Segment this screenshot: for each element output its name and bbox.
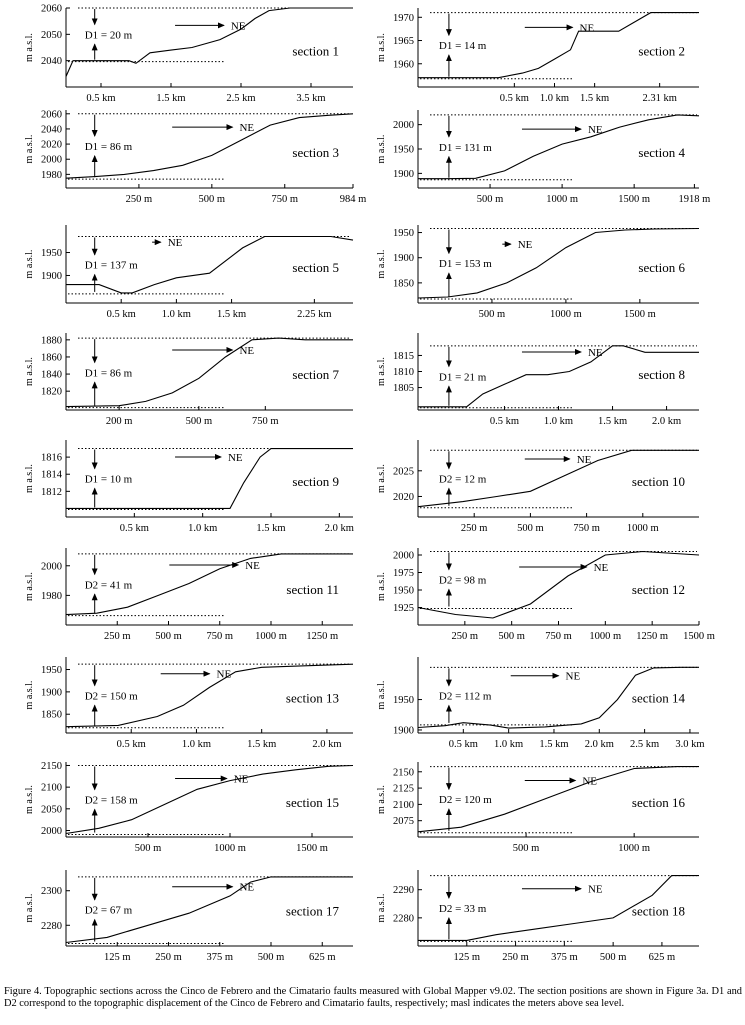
- y-tick-label: 1805: [393, 383, 414, 395]
- x-tick-label: 1.5 km: [156, 93, 186, 104]
- ne-label: NE: [582, 775, 598, 788]
- x-tick-label: 1500 m: [623, 309, 656, 320]
- y-tick-label: 1900: [41, 270, 62, 282]
- y-tick-label: 1960: [393, 59, 414, 71]
- y-tick-label: 2050: [41, 804, 62, 816]
- x-tick-label: 200 m: [105, 416, 133, 427]
- x-tick-label: 1500 m: [618, 194, 651, 205]
- panel-1: [24, 4, 353, 105]
- section-title: section 15: [285, 795, 339, 810]
- panel-11: [24, 548, 353, 642]
- section-title: section 12: [631, 582, 685, 598]
- y-axis-label: m a.s.l.: [376, 680, 387, 710]
- panel-4: [376, 110, 710, 205]
- x-tick-label: 625 m: [308, 952, 336, 963]
- x-tick-label: 0.5 km: [86, 93, 116, 104]
- offset-label: D2 = 112 m: [438, 690, 492, 703]
- ne-label: NE: [587, 124, 603, 137]
- y-tick-label: 2000: [41, 561, 62, 573]
- y-axis-label: m a.s.l.: [376, 572, 387, 601]
- section-title: section 6: [638, 259, 685, 275]
- offset-label: D2 = 158 m: [84, 794, 138, 807]
- y-tick-label: 2290: [393, 885, 414, 897]
- x-tick-label: 500 m: [512, 843, 540, 854]
- panel-12: [376, 548, 715, 642]
- x-tick-label: 1250 m: [636, 631, 669, 642]
- x-tick-label: 0.5 km: [116, 739, 146, 750]
- section-title: section 3: [292, 144, 339, 160]
- ne-label: NE: [579, 22, 595, 35]
- ne-label: NE: [227, 451, 243, 464]
- offset-label: D1 = 10 m: [84, 473, 133, 486]
- panel-7: [24, 333, 353, 427]
- y-tick-label: 2150: [393, 767, 414, 779]
- panel-15: [24, 761, 353, 854]
- y-tick-label: 1950: [41, 248, 62, 260]
- y-tick-label: 2020: [41, 139, 62, 151]
- offset-label: D1 = 131 m: [438, 141, 492, 154]
- x-tick-label: 250 m: [460, 523, 488, 534]
- y-tick-label: 2020: [393, 491, 414, 503]
- x-tick-label: 0.5 km: [448, 739, 478, 750]
- y-tick-label: 1820: [41, 386, 62, 398]
- y-axis-label: m a.s.l.: [376, 464, 387, 493]
- y-tick-label: 1850: [41, 709, 62, 721]
- y-axis-label: m a.s.l.: [24, 134, 35, 164]
- x-tick-label: 1500 m: [296, 843, 328, 854]
- section-title: section 17: [285, 903, 339, 919]
- panel-16: [376, 762, 699, 854]
- y-tick-label: 1965: [393, 36, 414, 48]
- offset-label: D1 = 86 m: [84, 140, 133, 153]
- x-tick-label: 3.5 km: [296, 93, 326, 104]
- panel-9: [24, 440, 354, 534]
- ne-label: NE: [587, 346, 603, 359]
- y-tick-label: 1950: [393, 585, 414, 597]
- y-tick-label: 1815: [393, 350, 414, 362]
- x-tick-label: 125 m: [453, 952, 481, 963]
- x-tick-label: 1000 m: [618, 843, 651, 854]
- x-tick-label: 0.5 km: [119, 523, 149, 534]
- panel-2: [376, 8, 699, 104]
- y-tick-label: 1950: [41, 665, 62, 677]
- section-title: section 14: [631, 690, 685, 706]
- y-tick-label: 2000: [41, 825, 62, 837]
- x-tick-label: 500 m: [134, 843, 162, 854]
- x-tick-label: 500 m: [185, 416, 213, 427]
- x-tick-label: 1.5 km: [247, 739, 277, 750]
- ne-label: NE: [239, 881, 255, 894]
- ne-label: NE: [239, 344, 255, 357]
- y-tick-label: 2100: [393, 799, 414, 811]
- x-tick-label: 1.5 km: [216, 309, 247, 320]
- x-tick-label: 500 m: [498, 631, 525, 642]
- figure-caption: Figure 4. Topographic sections across the Cinco de Febrero and the Cimatario faults measured with Global Mapper v9.02. The section positions are shown in Figure 3a. D1 and D2 correspond to the topographic displacement of the Cinco de Febrero and Cimatario faults, respectively; masl indicates the meters above sea level.: [4, 986, 742, 1009]
- y-tick-label: 1814: [41, 469, 62, 481]
- panel-8: [376, 333, 699, 427]
- ne-label: NE: [216, 668, 232, 681]
- y-axis-label: m a.s.l.: [376, 357, 387, 386]
- offset-label: D2 = 98 m: [438, 574, 487, 587]
- offset-label: D2 = 41 m: [84, 579, 133, 592]
- y-tick-label: 1950: [393, 228, 414, 240]
- y-tick-label: 1900: [393, 253, 414, 265]
- x-tick-label: 0.5 km: [499, 93, 529, 104]
- panel-13: [24, 657, 353, 750]
- y-tick-label: 1900: [393, 725, 414, 737]
- x-tick-label: 1.5 km: [580, 93, 610, 104]
- x-tick-label: 625 m: [648, 952, 676, 963]
- x-tick-label: 500 m: [257, 952, 285, 963]
- y-tick-label: 2075: [393, 816, 414, 828]
- offset-label: D1 = 20 m: [84, 29, 133, 42]
- x-tick-label: 1250 m: [306, 631, 339, 642]
- section-title: section 8: [638, 367, 685, 383]
- offset-label: D1 = 137 m: [84, 259, 138, 272]
- y-tick-label: 2125: [393, 783, 414, 795]
- x-tick-label: 500 m: [476, 194, 504, 205]
- y-tick-label: 1980: [41, 590, 62, 602]
- x-tick-label: 1.0 km: [543, 416, 574, 427]
- section-title: section 10: [631, 474, 685, 490]
- x-tick-label: 500 m: [478, 309, 506, 320]
- panel-18: [376, 870, 699, 963]
- x-tick-label: 0.5 km: [489, 416, 520, 427]
- y-tick-label: 2000: [393, 550, 414, 562]
- x-tick-label: 250 m: [502, 952, 529, 963]
- offset-label: D1 = 21 m: [438, 371, 487, 384]
- x-tick-label: 1.0 km: [188, 523, 218, 534]
- x-tick-label: 250 m: [451, 631, 479, 642]
- x-tick-label: 1918 m: [678, 194, 711, 205]
- y-tick-label: 1900: [41, 687, 62, 699]
- x-tick-label: 750 m: [573, 523, 600, 534]
- y-tick-label: 1816: [41, 452, 62, 464]
- ne-label: NE: [587, 883, 603, 896]
- ne-label: NE: [517, 239, 533, 252]
- y-tick-label: 2280: [41, 920, 62, 932]
- offset-label: D2 = 12 m: [438, 473, 487, 486]
- offset-label: D2 = 150 m: [84, 690, 138, 703]
- section-title: section 16: [631, 795, 685, 810]
- y-tick-label: 2050: [41, 29, 62, 41]
- y-axis-label: m a.s.l.: [24, 893, 35, 923]
- section-title: section 18: [631, 903, 685, 919]
- x-tick-label: 3.0 km: [675, 739, 705, 750]
- ne-label: NE: [576, 453, 592, 466]
- section-title: section 1: [292, 43, 339, 59]
- x-tick-label: 1000 m: [214, 843, 246, 854]
- x-tick-label: 1000 m: [589, 631, 622, 642]
- x-tick-label: 250 m: [125, 194, 153, 205]
- x-tick-label: 250 m: [155, 952, 182, 963]
- section-title: section 7: [292, 367, 339, 383]
- panel-5: [24, 225, 353, 320]
- y-axis-label: m a.s.l.: [376, 134, 387, 164]
- offset-label: D1 = 86 m: [84, 367, 133, 380]
- x-tick-label: 125 m: [103, 952, 131, 963]
- y-tick-label: 1880: [41, 335, 62, 347]
- x-tick-label: 2.5 km: [630, 739, 660, 750]
- x-tick-label: 2.0 km: [651, 416, 682, 427]
- x-tick-label: 1000 m: [255, 631, 287, 642]
- y-axis-label: m a.s.l.: [376, 249, 387, 279]
- x-tick-label: 1.0 km: [181, 739, 212, 750]
- x-tick-label: 1000 m: [546, 194, 579, 205]
- x-tick-label: 250 m: [103, 631, 131, 642]
- y-tick-label: 2300: [41, 886, 62, 898]
- x-tick-label: 1000 m: [549, 309, 582, 320]
- y-axis-label: m a.s.l.: [376, 33, 387, 62]
- x-tick-label: 1.0 km: [161, 309, 191, 320]
- y-axis-label: m a.s.l.: [24, 464, 35, 493]
- ne-label: NE: [233, 773, 249, 786]
- y-axis-label: m a.s.l.: [24, 33, 35, 62]
- offset-label: D2 = 33 m: [438, 903, 487, 915]
- y-tick-label: 1810: [393, 367, 414, 378]
- y-tick-label: 2040: [41, 124, 62, 136]
- y-axis-label: m a.s.l.: [376, 785, 387, 814]
- x-tick-label: 750 m: [271, 194, 299, 205]
- section-title: section 2: [638, 43, 685, 59]
- ne-label: NE: [245, 559, 260, 572]
- x-tick-label: 1000 m: [626, 523, 659, 534]
- y-tick-label: 1975: [393, 568, 414, 579]
- y-tick-label: 2025: [393, 466, 414, 478]
- y-tick-label: 2040: [41, 56, 62, 68]
- x-tick-label: 1.5 km: [539, 739, 569, 750]
- x-tick-label: 0.5 km: [106, 309, 136, 320]
- panel-6: [376, 225, 699, 320]
- panel-10: [376, 440, 699, 534]
- y-tick-label: 2060: [41, 109, 62, 121]
- section-title: section 5: [292, 259, 339, 275]
- x-tick-label: 750 m: [206, 631, 234, 642]
- x-tick-label: 2.0 km: [324, 523, 354, 534]
- x-tick-label: 2.0 km: [584, 739, 614, 750]
- x-tick-label: 750 m: [545, 631, 572, 642]
- y-tick-label: 1900: [393, 168, 414, 180]
- ne-label: NE: [239, 122, 255, 135]
- y-tick-label: 2100: [41, 782, 62, 794]
- section-title: section 13: [285, 690, 339, 706]
- y-tick-label: 2060: [41, 3, 62, 15]
- y-tick-label: 2000: [41, 154, 62, 166]
- y-tick-label: 1812: [41, 486, 62, 498]
- offset-label: D1 = 14 m: [438, 40, 487, 53]
- offset-label: D2 = 120 m: [438, 794, 492, 807]
- x-tick-label: 375 m: [206, 952, 234, 963]
- x-tick-label: 500 m: [517, 523, 544, 534]
- y-tick-label: 1950: [393, 144, 414, 156]
- x-tick-label: 500 m: [599, 952, 627, 963]
- x-tick-label: 375 m: [551, 952, 578, 963]
- ne-label: NE: [593, 561, 609, 574]
- y-axis-label: m a.s.l.: [24, 249, 35, 279]
- y-tick-label: 2280: [393, 913, 414, 925]
- x-tick-label: 500 m: [198, 194, 226, 205]
- ne-label: NE: [565, 670, 581, 683]
- x-tick-label: 750 m: [252, 416, 279, 427]
- profile-line: [66, 8, 353, 77]
- y-axis-label: m a.s.l.: [24, 357, 35, 386]
- y-tick-label: 1850: [393, 278, 414, 290]
- x-tick-label: 2.0 km: [312, 739, 342, 750]
- y-tick-label: 1970: [393, 12, 414, 24]
- ne-label: NE: [230, 20, 246, 33]
- x-tick-label: 1.0 km: [494, 739, 524, 750]
- x-tick-label: 2.5 km: [226, 93, 256, 104]
- ne-label: NE: [167, 237, 183, 250]
- offset-label: D1 = 153 m: [438, 258, 492, 271]
- x-tick-label: 2.25 km: [297, 309, 332, 320]
- x-tick-label: 1.5 km: [597, 416, 628, 427]
- offset-label: D2 = 67 m: [84, 904, 133, 917]
- section-title: section 11: [286, 582, 339, 598]
- section-title: section 4: [638, 144, 685, 160]
- y-axis-label: m a.s.l.: [376, 893, 387, 923]
- y-tick-label: 1980: [41, 169, 62, 181]
- y-tick-label: 1925: [393, 603, 414, 614]
- y-tick-label: 2000: [393, 120, 414, 132]
- x-tick-label: 1.0 km: [539, 93, 570, 104]
- section-title: section 9: [292, 474, 339, 490]
- y-axis-label: m a.s.l.: [24, 572, 35, 601]
- panel-14: [376, 657, 705, 750]
- y-tick-label: 1840: [41, 369, 62, 381]
- panel-17: [24, 870, 353, 963]
- y-tick-label: 2150: [41, 760, 62, 772]
- x-tick-label: 500 m: [155, 631, 182, 642]
- x-tick-label: 1.5 km: [256, 523, 286, 534]
- x-tick-label: 984 m: [339, 194, 367, 205]
- x-tick-label: 2.31 km: [642, 93, 677, 104]
- panel-3: [24, 109, 366, 205]
- y-axis-label: m a.s.l.: [24, 785, 35, 814]
- x-tick-label: 1500 m: [683, 631, 715, 642]
- y-tick-label: 1860: [41, 352, 62, 364]
- y-tick-label: 1950: [393, 695, 414, 707]
- y-axis-label: m a.s.l.: [24, 680, 35, 710]
